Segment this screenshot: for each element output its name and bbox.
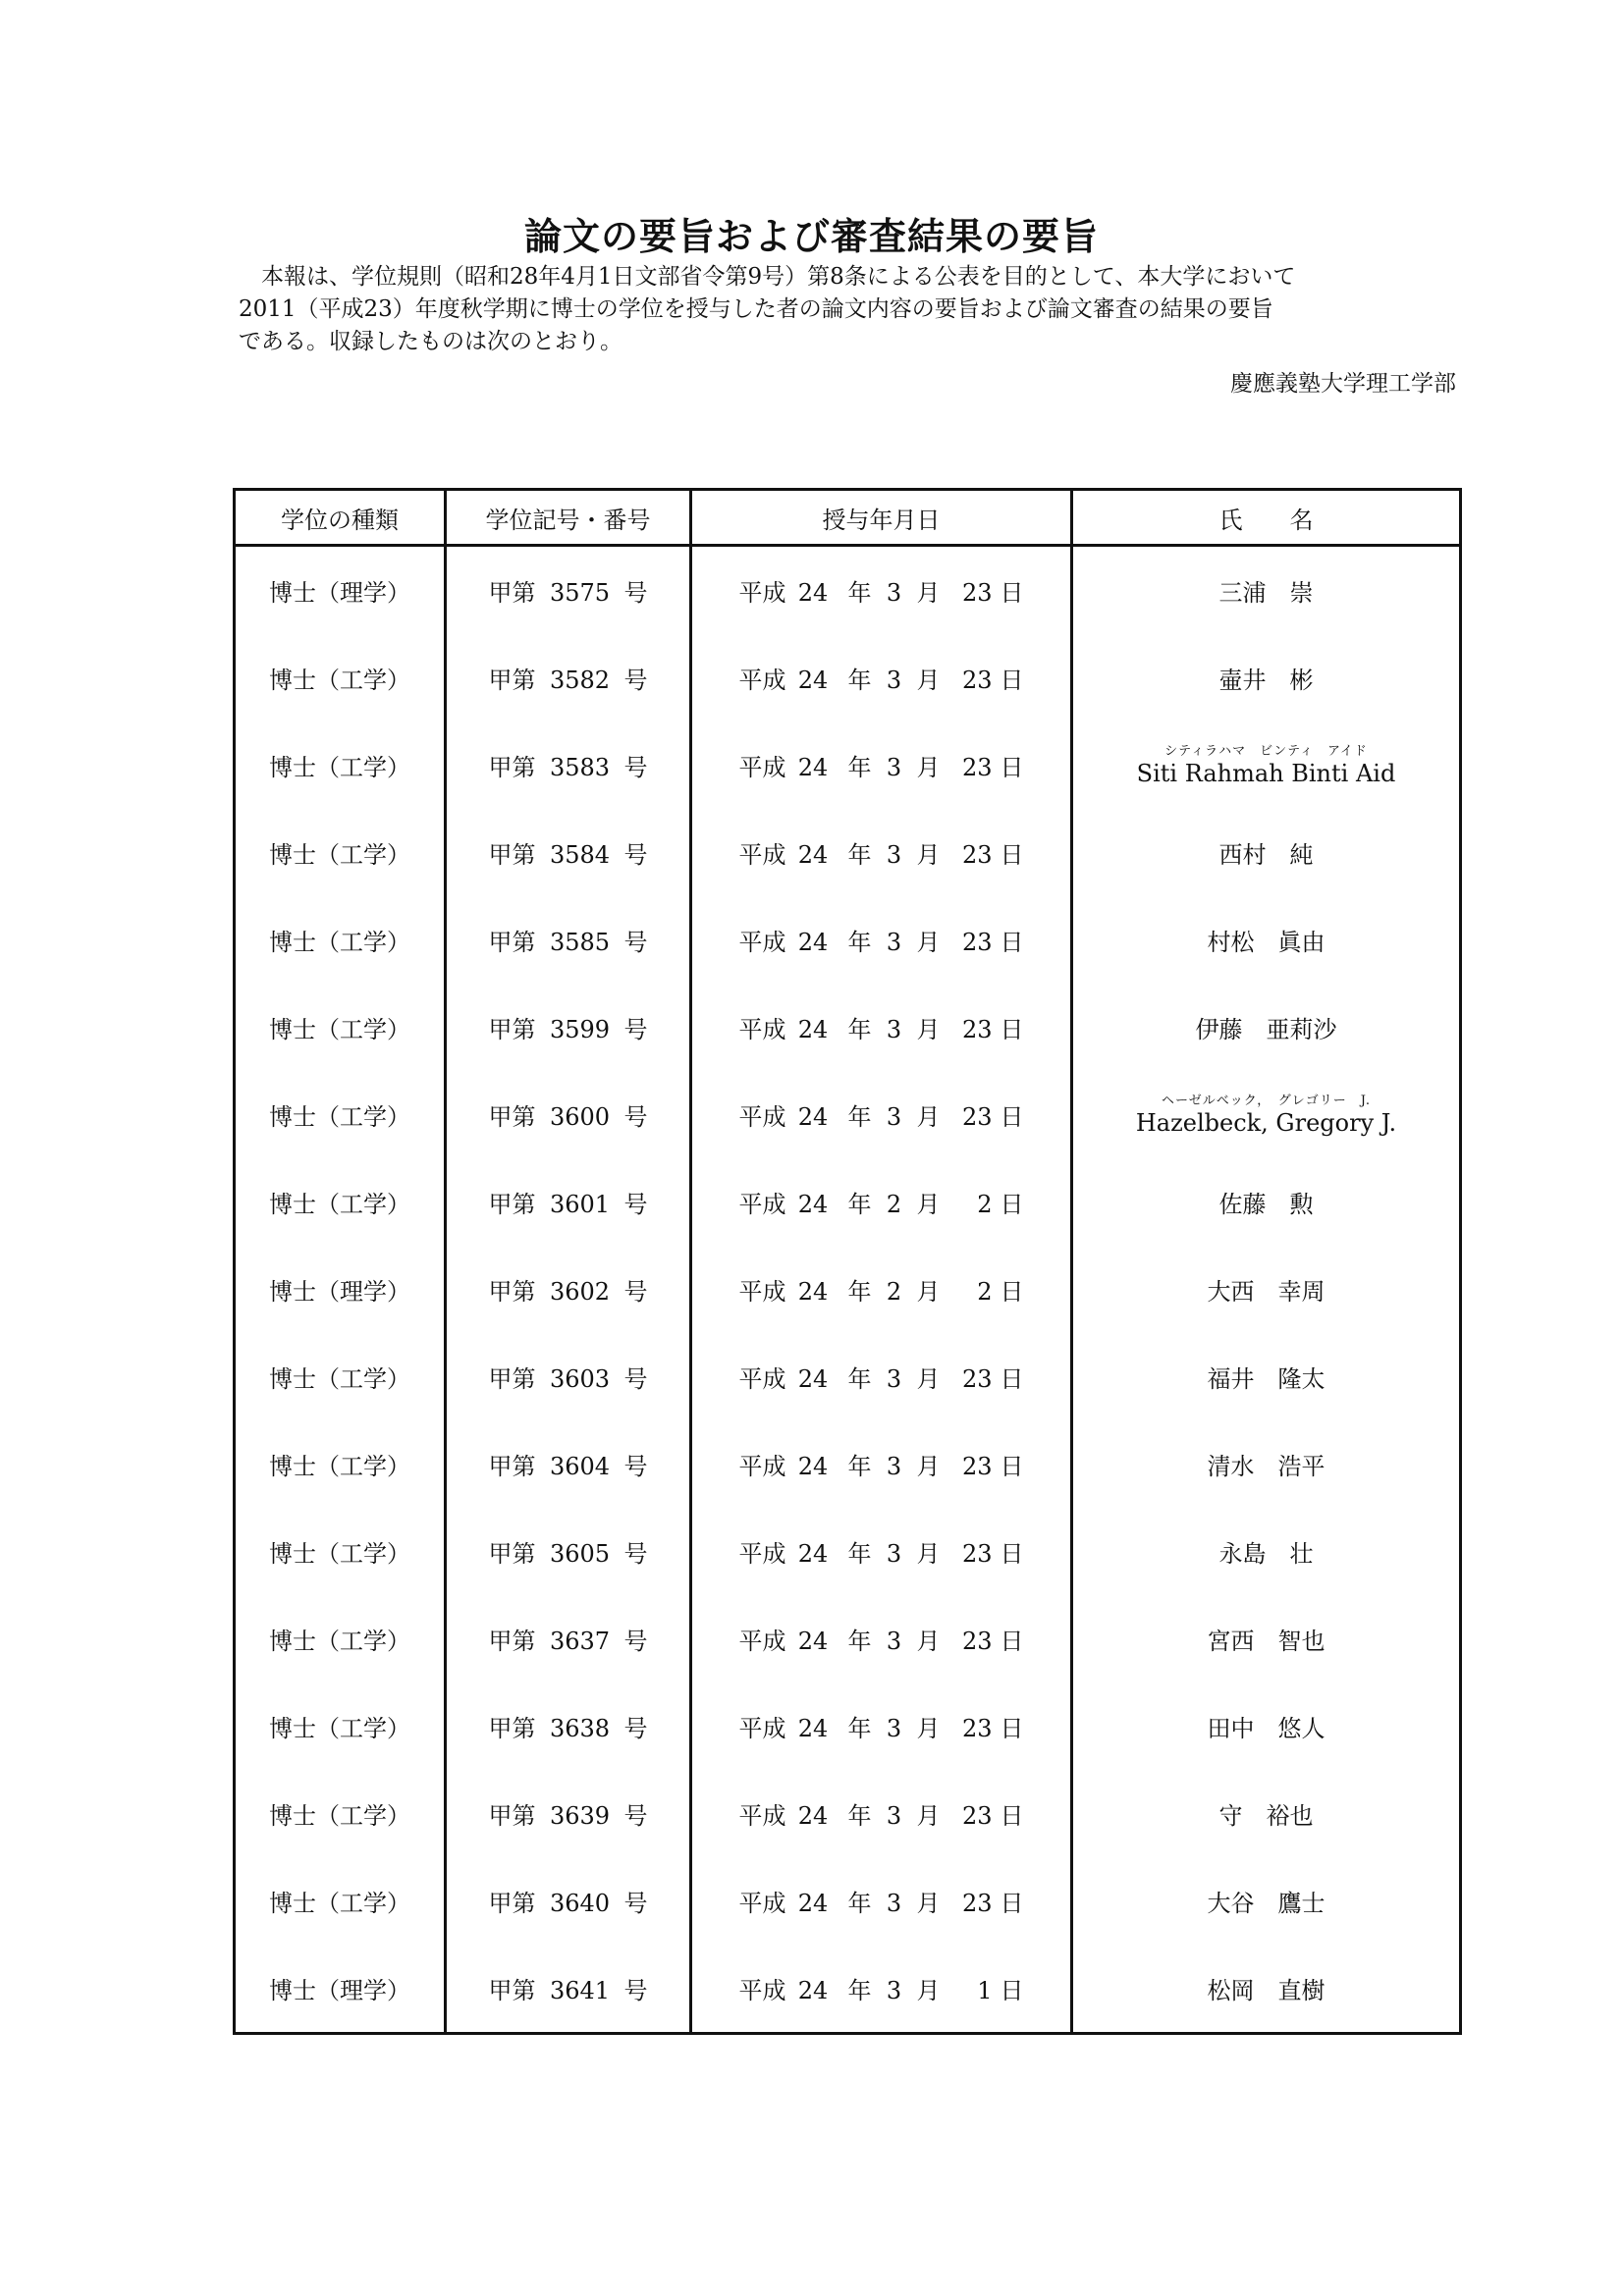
header-degree-number: 学位記号・番号 [446, 490, 691, 546]
date-year-unit: 年 [847, 841, 872, 869]
date-day: 23 [961, 667, 993, 694]
date-year: 24 [797, 1628, 829, 1655]
date-era: 平成 [738, 1540, 786, 1568]
number-suffix: 号 [623, 1540, 648, 1568]
degree-type-cell: 博士（工学） [235, 634, 446, 721]
date-month: 3 [886, 1977, 902, 2004]
number-suffix: 号 [623, 1890, 648, 1917]
degree-number-cell [446, 546, 691, 635]
table-body [235, 546, 1461, 2034]
date-month-unit: 月 [916, 1103, 941, 1131]
date-month-unit: 月 [916, 1802, 941, 1830]
date-year-unit: 年 [847, 667, 872, 694]
person-name: 松岡 直樹 [1207, 1977, 1325, 2004]
date-day-unit: 日 [1000, 1191, 1024, 1218]
date-day: 23 [961, 1890, 993, 1917]
name-ruby: ヘーゼルベック， グレゴリー J. [1161, 1093, 1372, 1108]
table-row [235, 809, 1461, 896]
person-name: 大西 幸周 [1207, 1278, 1325, 1306]
degree-number-cell [446, 1770, 691, 1857]
date-day: 2 [977, 1191, 993, 1218]
date-day: 23 [961, 1628, 993, 1655]
date-era: 平成 [738, 1278, 786, 1306]
award-date-cell [691, 1945, 1072, 2034]
number-prefix: 甲第 [488, 1103, 536, 1131]
date-day: 23 [961, 754, 993, 781]
degree-type-cell: 博士（工学） [235, 1857, 446, 1945]
date-day: 1 [977, 1977, 993, 2004]
degree-records-table [233, 488, 1462, 2035]
intro-line-3: である。収録したものは次のとおり。 [239, 329, 622, 354]
table-row [235, 1333, 1461, 1420]
award-date-cell [691, 1508, 1072, 1595]
award-date-cell [691, 1857, 1072, 1945]
degree-number: 3602 [549, 1278, 611, 1306]
number-suffix: 号 [623, 929, 648, 956]
number-suffix: 号 [623, 1977, 648, 2004]
date-month-unit: 月 [916, 1977, 941, 2004]
number-prefix: 甲第 [488, 1715, 536, 1742]
name-cell [1072, 1770, 1461, 1857]
number-suffix: 号 [623, 754, 648, 781]
degree-type-cell: 博士（工学） [235, 1158, 446, 1246]
number-suffix: 号 [623, 579, 648, 607]
date-month-unit: 月 [916, 1278, 941, 1306]
date-year-unit: 年 [847, 579, 872, 607]
date-year-unit: 年 [847, 1802, 872, 1830]
table-row [235, 1770, 1461, 1857]
award-date-cell [691, 546, 1072, 635]
date-month-unit: 月 [916, 1016, 941, 1043]
date-era: 平成 [738, 1365, 786, 1393]
intro-line-2: 2011（平成23）年度秋学期に博士の学位を授与した者の論文内容の要旨および論文審査の結果の要旨 [239, 296, 1273, 322]
name-cell [1072, 721, 1461, 809]
header-name: 氏 名 [1072, 490, 1461, 546]
table-row [235, 634, 1461, 721]
organization-name: 慶應義塾大学理工学部 [1230, 371, 1456, 397]
table-row [235, 1945, 1461, 2034]
table-row [235, 1508, 1461, 1595]
date-era: 平成 [738, 929, 786, 956]
degree-number: 3575 [549, 579, 611, 607]
person-name: 永島 壮 [1218, 1540, 1314, 1568]
date-day: 23 [961, 1715, 993, 1742]
degree-number: 3585 [549, 929, 611, 956]
degree-number: 3584 [549, 841, 611, 869]
date-year-unit: 年 [847, 1977, 872, 2004]
degree-type-cell: 博士（工学） [235, 721, 446, 809]
date-month-unit: 月 [916, 841, 941, 869]
degree-number: 3641 [549, 1977, 611, 2004]
degree-type-cell: 博士（工学） [235, 1071, 446, 1158]
name-cell [1072, 1508, 1461, 1595]
date-month: 3 [886, 1016, 902, 1043]
date-month-unit: 月 [916, 579, 941, 607]
header-degree-type: 学位の種類 [235, 490, 446, 546]
person-name: Hazelbeck, Gregory J. [1135, 1108, 1397, 1137]
name-cell [1072, 634, 1461, 721]
degree-type-cell: 博士（工学） [235, 984, 446, 1071]
date-day: 23 [961, 1540, 993, 1568]
name-cell [1072, 896, 1461, 984]
date-day: 23 [961, 929, 993, 956]
person-name: 伊藤 亜莉沙 [1195, 1016, 1337, 1043]
name-cell [1072, 546, 1461, 635]
date-day-unit: 日 [1000, 929, 1024, 956]
date-year-unit: 年 [847, 1453, 872, 1480]
degree-number: 3599 [549, 1016, 611, 1043]
date-year: 24 [797, 1103, 829, 1131]
date-month-unit: 月 [916, 1365, 941, 1393]
award-date-cell [691, 1071, 1072, 1158]
date-day-unit: 日 [1000, 841, 1024, 869]
award-date-cell [691, 984, 1072, 1071]
degree-type-cell: 博士（工学） [235, 896, 446, 984]
person-name: 大谷 鷹士 [1207, 1890, 1325, 1917]
table-row [235, 896, 1461, 984]
date-month: 3 [886, 929, 902, 956]
name-ruby: シティラハマ ビンティ アイド [1164, 743, 1368, 759]
date-month: 3 [886, 1453, 902, 1480]
degree-type-cell: 博士（理学） [235, 1945, 446, 2034]
number-prefix: 甲第 [488, 1802, 536, 1830]
person-name: 村松 眞由 [1207, 929, 1325, 956]
date-day-unit: 日 [1000, 1103, 1024, 1131]
date-year: 24 [797, 841, 829, 869]
date-day-unit: 日 [1000, 1278, 1024, 1306]
table-row [235, 1857, 1461, 1945]
date-year: 24 [797, 1278, 829, 1306]
date-era: 平成 [738, 667, 786, 694]
date-year: 24 [797, 1191, 829, 1218]
date-month: 3 [886, 579, 902, 607]
date-month-unit: 月 [916, 1453, 941, 1480]
date-month-unit: 月 [916, 754, 941, 781]
date-era: 平成 [738, 754, 786, 781]
date-month: 3 [886, 1890, 902, 1917]
date-month-unit: 月 [916, 667, 941, 694]
date-year-unit: 年 [847, 1103, 872, 1131]
degree-number-cell [446, 1508, 691, 1595]
date-year: 24 [797, 1802, 829, 1830]
person-name: 守 裕也 [1218, 1802, 1314, 1830]
date-month-unit: 月 [916, 1715, 941, 1742]
table-row [235, 721, 1461, 809]
degree-number-cell [446, 809, 691, 896]
degree-number-cell [446, 1420, 691, 1508]
date-day-unit: 日 [1000, 1715, 1024, 1742]
degree-number-cell [446, 721, 691, 809]
name-cell [1072, 1246, 1461, 1333]
number-prefix: 甲第 [488, 1191, 536, 1218]
number-prefix: 甲第 [488, 841, 536, 869]
degree-type-cell: 博士（理学） [235, 546, 446, 635]
name-cell [1072, 1333, 1461, 1420]
degree-type-cell: 博士（理学） [235, 1246, 446, 1333]
degree-number: 3604 [549, 1453, 611, 1480]
date-day-unit: 日 [1000, 1628, 1024, 1655]
date-year: 24 [797, 1977, 829, 2004]
date-era: 平成 [738, 1453, 786, 1480]
date-day: 23 [961, 841, 993, 869]
degree-type-cell: 博士（工学） [235, 1770, 446, 1857]
name-cell [1072, 1682, 1461, 1770]
table-row [235, 1071, 1461, 1158]
date-month: 2 [886, 1191, 902, 1218]
date-day-unit: 日 [1000, 1802, 1024, 1830]
award-date-cell [691, 1770, 1072, 1857]
degree-number: 3637 [549, 1628, 611, 1655]
name-cell [1072, 1595, 1461, 1682]
number-prefix: 甲第 [488, 1540, 536, 1568]
date-month-unit: 月 [916, 1191, 941, 1218]
table-row [235, 984, 1461, 1071]
number-suffix: 号 [623, 1453, 648, 1480]
degree-type-cell: 博士（工学） [235, 1682, 446, 1770]
table-row [235, 1595, 1461, 1682]
date-year-unit: 年 [847, 1628, 872, 1655]
page-title: 論文の要旨および審査結果の要旨 [523, 214, 1099, 258]
date-year-unit: 年 [847, 1365, 872, 1393]
degree-type-cell: 博士（工学） [235, 809, 446, 896]
number-suffix: 号 [623, 1191, 648, 1218]
date-day-unit: 日 [1000, 667, 1024, 694]
date-month: 3 [886, 754, 902, 781]
name-cell [1072, 1945, 1461, 2034]
date-day-unit: 日 [1000, 1540, 1024, 1568]
degree-number: 3601 [549, 1191, 611, 1218]
date-month: 3 [886, 1103, 902, 1131]
date-month: 3 [886, 1802, 902, 1830]
date-era: 平成 [738, 841, 786, 869]
date-year-unit: 年 [847, 1191, 872, 1218]
degree-number: 3605 [549, 1540, 611, 1568]
degree-number-cell [446, 1595, 691, 1682]
date-year: 24 [797, 1453, 829, 1480]
award-date-cell [691, 721, 1072, 809]
date-month-unit: 月 [916, 1890, 941, 1917]
degree-number: 3640 [549, 1890, 611, 1917]
number-prefix: 甲第 [488, 1453, 536, 1480]
name-cell [1072, 1420, 1461, 1508]
degree-type-cell: 博士（工学） [235, 1420, 446, 1508]
degree-number: 3639 [549, 1802, 611, 1830]
date-month: 2 [886, 1278, 902, 1306]
award-date-cell [691, 1158, 1072, 1246]
table-row [235, 546, 1461, 635]
degree-number-cell [446, 1333, 691, 1420]
date-day: 23 [961, 1453, 993, 1480]
degree-number: 3583 [549, 754, 611, 781]
date-month-unit: 月 [916, 929, 941, 956]
number-suffix: 号 [623, 1628, 648, 1655]
date-month: 3 [886, 1540, 902, 1568]
date-year-unit: 年 [847, 1016, 872, 1043]
name-cell [1072, 1857, 1461, 1945]
date-year-unit: 年 [847, 754, 872, 781]
date-era: 平成 [738, 1890, 786, 1917]
table-header-row [235, 490, 1461, 546]
date-year: 24 [797, 1540, 829, 1568]
table-row [235, 1158, 1461, 1246]
date-day-unit: 日 [1000, 754, 1024, 781]
date-day: 23 [961, 1365, 993, 1393]
intro-line-1: 本報は、学位規則（昭和28年4月1日文部省令第9号）第8条による公表を目的として、本大学において [261, 264, 1296, 290]
person-name: 宮西 智也 [1207, 1628, 1325, 1655]
date-year: 24 [797, 1715, 829, 1742]
date-day: 23 [961, 1016, 993, 1043]
award-date-cell [691, 634, 1072, 721]
degree-type-cell: 博士（工学） [235, 1333, 446, 1420]
date-year-unit: 年 [847, 1540, 872, 1568]
date-year: 24 [797, 929, 829, 956]
date-month-unit: 月 [916, 1628, 941, 1655]
award-date-cell [691, 1682, 1072, 1770]
degree-number: 3582 [549, 667, 611, 694]
degree-number-cell [446, 984, 691, 1071]
number-suffix: 号 [623, 1016, 648, 1043]
degree-number-cell [446, 1857, 691, 1945]
person-name: 佐藤 勲 [1218, 1191, 1314, 1218]
person-name: Siti Rahmah Binti Aid [1136, 759, 1396, 787]
number-suffix: 号 [623, 1802, 648, 1830]
number-prefix: 甲第 [488, 1890, 536, 1917]
date-era: 平成 [738, 1016, 786, 1043]
name-cell [1072, 1158, 1461, 1246]
date-era: 平成 [738, 1628, 786, 1655]
award-date-cell [691, 809, 1072, 896]
table-row [235, 1420, 1461, 1508]
degree-number-cell [446, 896, 691, 984]
date-day-unit: 日 [1000, 1890, 1024, 1917]
degree-number: 3600 [549, 1103, 611, 1131]
date-era: 平成 [738, 1191, 786, 1218]
number-suffix: 号 [623, 1715, 648, 1742]
person-name: 三浦 崇 [1218, 579, 1314, 607]
number-prefix: 甲第 [488, 1977, 536, 2004]
person-name: 田中 悠人 [1207, 1715, 1325, 1742]
award-date-cell [691, 896, 1072, 984]
degree-number: 3603 [549, 1365, 611, 1393]
number-prefix: 甲第 [488, 1278, 536, 1306]
date-day-unit: 日 [1000, 1016, 1024, 1043]
number-suffix: 号 [623, 1278, 648, 1306]
degree-number-cell [446, 1158, 691, 1246]
date-month: 3 [886, 1365, 902, 1393]
person-name: 西村 純 [1218, 841, 1314, 869]
person-name: 清水 浩平 [1207, 1453, 1325, 1480]
name-cell [1072, 809, 1461, 896]
name-cell [1072, 984, 1461, 1071]
header-award-date: 授与年月日 [691, 490, 1072, 546]
date-month: 3 [886, 841, 902, 869]
date-day: 2 [977, 1278, 993, 1306]
date-year: 24 [797, 754, 829, 781]
date-year-unit: 年 [847, 929, 872, 956]
date-year-unit: 年 [847, 1715, 872, 1742]
award-date-cell [691, 1246, 1072, 1333]
date-day: 23 [961, 1802, 993, 1830]
degree-number-cell [446, 1945, 691, 2034]
date-day-unit: 日 [1000, 1977, 1024, 2004]
date-year-unit: 年 [847, 1278, 872, 1306]
date-year: 24 [797, 579, 829, 607]
date-era: 平成 [738, 1802, 786, 1830]
degree-number-cell [446, 1682, 691, 1770]
table-row [235, 1682, 1461, 1770]
intro-paragraph [239, 261, 1456, 358]
table-row [235, 1246, 1461, 1333]
person-name: 壷井 彬 [1218, 667, 1314, 694]
date-year: 24 [797, 667, 829, 694]
date-era: 平成 [738, 1977, 786, 2004]
number-suffix: 号 [623, 1103, 648, 1131]
date-day-unit: 日 [1000, 1453, 1024, 1480]
date-era: 平成 [738, 1715, 786, 1742]
number-suffix: 号 [623, 667, 648, 694]
date-day-unit: 日 [1000, 1365, 1024, 1393]
person-name: 福井 隆太 [1207, 1365, 1325, 1393]
date-year: 24 [797, 1016, 829, 1043]
degree-number-cell [446, 1071, 691, 1158]
number-prefix: 甲第 [488, 1365, 536, 1393]
degree-type-cell: 博士（工学） [235, 1508, 446, 1595]
award-date-cell [691, 1420, 1072, 1508]
date-year-unit: 年 [847, 1890, 872, 1917]
name-cell [1072, 1071, 1461, 1158]
number-prefix: 甲第 [488, 1016, 536, 1043]
date-month: 3 [886, 1715, 902, 1742]
date-era: 平成 [738, 1103, 786, 1131]
number-suffix: 号 [623, 1365, 648, 1393]
number-prefix: 甲第 [488, 1628, 536, 1655]
degree-number-cell [446, 634, 691, 721]
date-day: 23 [961, 579, 993, 607]
award-date-cell [691, 1595, 1072, 1682]
date-month: 3 [886, 1628, 902, 1655]
date-year: 24 [797, 1365, 829, 1393]
date-year: 24 [797, 1890, 829, 1917]
number-suffix: 号 [623, 841, 648, 869]
date-day-unit: 日 [1000, 579, 1024, 607]
number-prefix: 甲第 [488, 579, 536, 607]
number-prefix: 甲第 [488, 929, 536, 956]
number-prefix: 甲第 [488, 667, 536, 694]
number-prefix: 甲第 [488, 754, 536, 781]
date-day: 23 [961, 1103, 993, 1131]
date-month: 3 [886, 667, 902, 694]
date-month-unit: 月 [916, 1540, 941, 1568]
degree-number-cell [446, 1246, 691, 1333]
degree-type-cell: 博士（工学） [235, 1595, 446, 1682]
date-era: 平成 [738, 579, 786, 607]
degree-number: 3638 [549, 1715, 611, 1742]
award-date-cell [691, 1333, 1072, 1420]
